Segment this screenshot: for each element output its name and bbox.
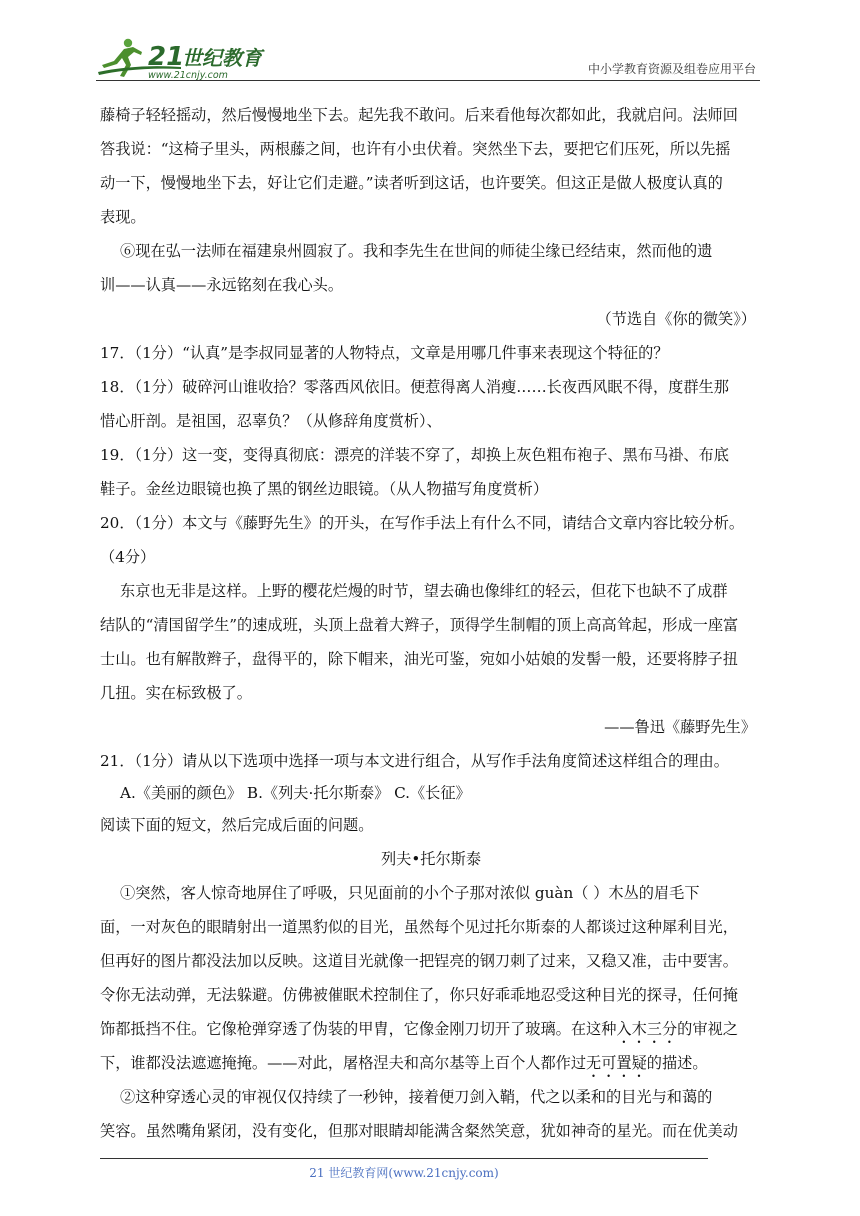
page-footer: 21 世纪教育网(www.21cnjy.com) bbox=[309, 1166, 499, 1180]
reading-line: 但再好的图片都没法加以反映。这道目光就像一把锃亮的钢刀刺了过来，又稳又准，击中要害。 bbox=[100, 952, 738, 970]
reading-line: 面，一对灰色的眼睛射出一道黑豹似的目光，虽然每个见过托尔斯泰的人都谈过这种犀利目光， bbox=[100, 918, 738, 936]
question-18-cont: 惜心肝剖。是祖国，忍辜负？（从修辞角度赏析）、 bbox=[100, 412, 442, 430]
question-18: 18．（1分）破碎河山谁收拾？零落西风依旧。便惹得离人消瘦……长夜西风眠不得，度群生那 bbox=[100, 378, 729, 396]
reading-instruction: 阅读下面的短文，然后完成后面的问题。 bbox=[100, 816, 374, 834]
question-21: 21．（1分）请从以下选项中选择一项与本文进行组合，从写作手法角度简述这样组合的理由。 bbox=[100, 752, 729, 770]
header-divider bbox=[96, 80, 760, 81]
reading-line: 笑容。虽然嘴角紧闭，没有变化，但那对眼睛却能满含粲然笑意，犹如神奇的星光。而在优美动 bbox=[100, 1122, 738, 1140]
passage-line: 答我说：“这椅子里头，两根藤之间，也许有小虫伏着。突然坐下去，要把它们压死，所以先摇 bbox=[100, 140, 731, 158]
question-20: 20．（1分）本文与《藤野先生》的开头，在写作手法上有什么不同，请结合文章内容比较分析。 bbox=[100, 514, 745, 532]
passage-line: 藤椅子轻轻摇动，然后慢慢地坐下去。起先我不敢问。后来看他每次都如此，我就启问。法师回 bbox=[100, 106, 738, 124]
emphasized-word: 无可置疑 bbox=[586, 1054, 647, 1072]
reading-line bbox=[100, 1012, 762, 1046]
reading-text: 的描述。 bbox=[646, 1054, 708, 1072]
passage-source: （节选自《你的微笑》） bbox=[596, 310, 756, 328]
platform-tagline: 中小学教育资源及组卷应用平台 bbox=[587, 62, 756, 76]
site-logo bbox=[96, 34, 271, 80]
reading-line: ②这种穿透心灵的审视仅仅持续了一秒钟，接着便刀剑入鞘，代之以柔和的目光与和蔼的 bbox=[120, 1088, 713, 1106]
page-header bbox=[96, 34, 760, 80]
question-19-cont: 鞋子。金丝边眼镜也换了黑的钢丝边眼镜。（从人物描写角度赏析） bbox=[100, 480, 549, 498]
reading-line bbox=[100, 1046, 762, 1080]
passage-line: 训——认真——永远铭刻在我心头。 bbox=[100, 276, 343, 294]
question-17: 17．（1分）“认真”是李叔同显著的人物特点，文章是用哪几件事来表现这个特征的？ bbox=[100, 344, 669, 362]
passage-line: ⑥现在弘一法师在福建泉州圆寂了。我和李先生在世间的师徒尘缘已经结束，然而他的遗 bbox=[120, 242, 713, 260]
quote-line: 结队的“清国留学生”的速成班，头顶上盘着大辫子，顶得学生制帽的顶上高高耸起，形成一座富 bbox=[100, 616, 739, 634]
reading-title: 列夫•托尔斯泰 bbox=[380, 850, 482, 868]
footer-divider bbox=[100, 1158, 708, 1159]
passage-line: 表现。 bbox=[100, 208, 146, 226]
svg-text:21: 21 bbox=[148, 42, 185, 72]
passage-line: 动一下，慢慢地坐下去，好让它们走避。”读者听到这话，也许要笑。但这正是做人极度认真的 bbox=[100, 174, 723, 192]
quote-source: ——鲁迅《藤野先生》 bbox=[604, 718, 756, 736]
reading-text: 饰都抵挡不住。它像枪弹穿透了伪装的甲胄，它像金刚刀切开了玻璃。在这种 bbox=[100, 1020, 617, 1038]
question-21-options: A.《美丽的颜色》 B.《列夫·托尔斯泰》 C.《长征》 bbox=[120, 784, 471, 802]
reading-line: ①突然，客人惊奇地屏住了呼吸，只见面前的小个子那对浓似 guàn（ ）木丛的眉毛下 bbox=[120, 884, 700, 902]
question-19: 19．（1分）这一变，变得真彻底：漂亮的洋装不穿了，却换上灰色粗布袍子、黑布马褂、布底 bbox=[100, 446, 729, 464]
svg-text:世纪教育: 世纪教育 bbox=[182, 46, 262, 70]
quote-line: 士山。也有解散辫子，盘得平的，除下帽来，油光可鉴，宛如小姑娘的发髻一般，还要将脖子扭 bbox=[100, 650, 738, 668]
reading-text: 下，谁都没法遮遮掩掩。——对此，屠格涅夫和高尔基等上百个人都作过 bbox=[100, 1054, 586, 1072]
svg-text:www.21cnjy.com: www.21cnjy.com bbox=[148, 70, 228, 80]
reading-text: 的审视之 bbox=[677, 1020, 738, 1038]
quote-line: 东京也无非是这样。上野的樱花烂熳的时节，望去确也像绯红的轻云，但花下也缺不了成群 bbox=[120, 582, 728, 600]
document-body bbox=[100, 98, 762, 1148]
reading-line: 令你无法动弹，无法躲避。仿佛被催眠术控制住了，你只好乖乖地忍受这种目光的探寻，任何掩 bbox=[100, 986, 738, 1004]
question-20-score: （4分） bbox=[100, 548, 156, 566]
emphasized-word: 入木三分 bbox=[616, 1020, 678, 1038]
quote-line: 几扭。实在标致极了。 bbox=[100, 684, 252, 702]
